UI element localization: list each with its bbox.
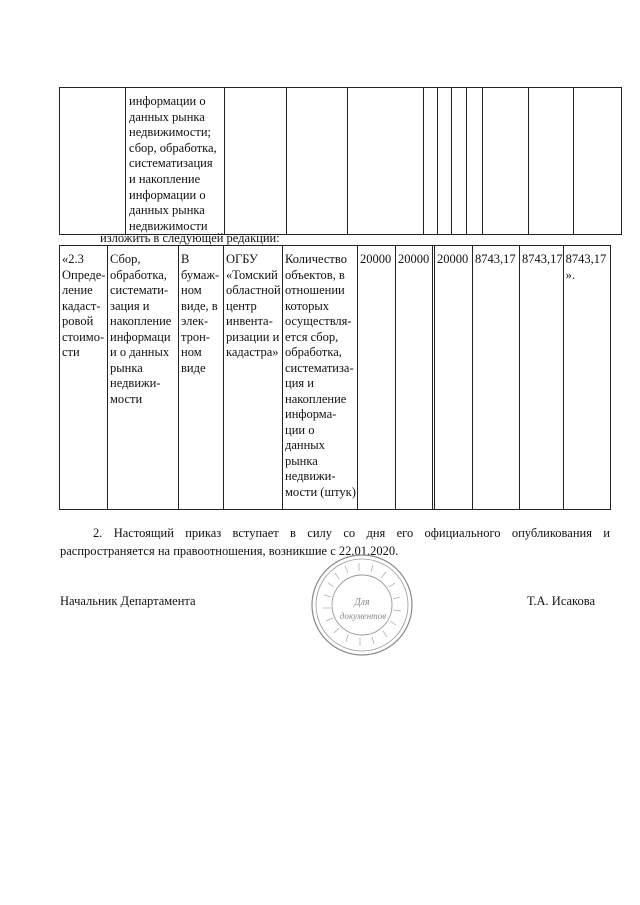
table-cell (348, 88, 424, 235)
table-cell: 20000 (396, 246, 433, 510)
table-row (60, 246, 611, 510)
paragraph-line: 2. Настоящий приказ вступает в силу со дня его официального опубликования и (93, 526, 610, 540)
table-cell: Сбор, обработка, системати-зация и накопление информаци и о данных рынка недвижи-мости (108, 246, 179, 510)
table-cell: 20000 (435, 246, 473, 510)
instruction-text: изложить в следующей редакции: (100, 231, 280, 245)
table-cell: 8743,17 (473, 246, 520, 510)
paragraph-line: распространяется на правоотношения, возникшие с 22.01.2020. (60, 544, 399, 558)
table-cell (529, 88, 574, 235)
official-seal-stamp (310, 553, 414, 657)
table-cell (438, 88, 452, 235)
signatory-name: Т.А. Исакова (527, 594, 596, 608)
table-new-edition (59, 245, 611, 510)
table-cell (60, 88, 126, 235)
table-row (60, 88, 622, 235)
table-cell: ОГБУ «Томский областной центр инвента-ризации и кадастра» (224, 246, 283, 510)
table-cell (574, 88, 622, 235)
table-cell (483, 88, 529, 235)
table-cell (225, 88, 287, 235)
table-cell (287, 88, 348, 235)
table-cell (424, 88, 438, 235)
table-continuation (59, 87, 622, 235)
signatory-position: Начальник Департамента (60, 594, 196, 608)
table-cell: 8743,17 (520, 246, 564, 510)
table-cell: информации о данных рынка недвижимости; сбор, обработка, систематизация и накопление информации о данных рынка недвижимости (126, 88, 225, 235)
table-cell: 20000 (358, 246, 396, 510)
table-cell: Количество объектов, в отношении которых осуществля-ется сбор, обработка, систематиза-ция и накопление информа-ции о данных рынка недвижи-мости (штук) (283, 246, 358, 510)
table-cell: «2.3 Опреде-ление кадаст-ровой стоимо-сти (60, 246, 108, 510)
table-cell: В бумаж-ном виде, в элек-трон-ном виде (179, 246, 224, 510)
table-cell: 8743,17 ». (563, 246, 610, 510)
table-cell (452, 88, 467, 235)
seal-text: документов (339, 611, 387, 621)
seal-text: Для (354, 597, 370, 608)
table-cell (467, 88, 483, 235)
